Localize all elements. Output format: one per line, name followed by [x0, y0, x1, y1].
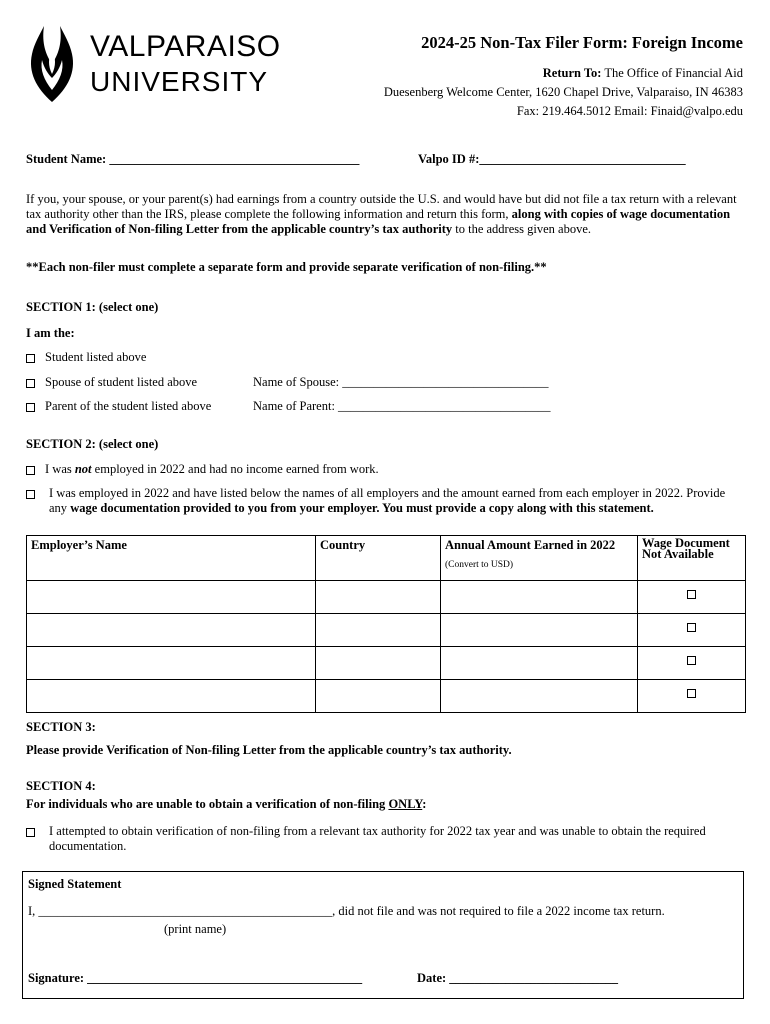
return-contact: Fax: 219.464.5012 Email: Finaid@valpo.edu [516, 104, 743, 118]
option-not-employed[interactable] [26, 462, 379, 477]
separate-form-note: **Each non-filer must complete a separate form and provide separate verification of non-filing.** [26, 260, 547, 274]
employed-text-1: I was employed in 2022 and have listed below the names of all employers and the amount earned from each employer in 2022. Provide any [49, 486, 726, 515]
amount-cell[interactable] [441, 647, 638, 680]
col-country: Country [316, 536, 441, 581]
country-cell[interactable] [316, 680, 441, 713]
section4-heading: SECTION 4: [26, 779, 96, 793]
return-to: The Office of Financial Aid [604, 66, 743, 80]
checkbox[interactable] [687, 689, 696, 698]
country-cell[interactable] [316, 647, 441, 680]
table-header-row [27, 536, 746, 581]
checkbox[interactable] [26, 466, 35, 475]
option-student[interactable] [26, 350, 146, 365]
employed-text-2: wage documentation provided to you from your employer. You must provide a copy along with this statement. [70, 501, 654, 515]
date-field[interactable]: Date: ___________________________ [417, 971, 619, 985]
option-unable: I attempted to obtain verification of non-filing from a relevant tax authority for 2022 tax year and was unable to obtain the required documentation. [49, 824, 706, 853]
print-name-caption: (print name) [164, 922, 227, 936]
checkbox[interactable] [687, 656, 696, 665]
section4-text-1: For individuals who are unable to obtain a verification of non-filing [26, 797, 389, 811]
i-am-label: I am the: [26, 326, 75, 340]
amount-cell[interactable] [441, 680, 638, 713]
option-spouse-label: Spouse of student listed above [45, 375, 198, 389]
col-annual-amount [441, 536, 638, 581]
table-row [27, 680, 746, 713]
amount-cell[interactable] [441, 581, 638, 614]
logo-text-line2: UNIVERSITY [90, 66, 269, 97]
intro-text-3: to the address given above. [452, 222, 591, 236]
col-annual-amount-sub: (Convert to USD) [445, 560, 514, 570]
intro-paragraph [26, 192, 746, 237]
signature-field[interactable]: Signature: ____________________________________________ [28, 971, 363, 985]
parent-name-field[interactable]: Name of Parent: __________________________________ [253, 399, 551, 413]
option-employed [49, 486, 746, 516]
not-employed-text-2: not [74, 462, 92, 476]
wage-doc-cell [638, 680, 746, 713]
section3-heading: SECTION 3: [26, 720, 96, 734]
table-row [27, 614, 746, 647]
section4-text [26, 797, 426, 812]
wage-doc-cell [638, 614, 746, 647]
intro-text-1: If you, your spouse, or your parent(s) had earnings from a country outside the U.S. and would have but did not file a tax return with a relevant tax authority other than the IRS, please complete the following information and return this form, [26, 192, 737, 221]
section3-text: Please provide Verification of Non-filing Letter from the applicable country’s tax authority. [26, 743, 512, 757]
checkbox[interactable] [26, 490, 35, 499]
student-name-field[interactable]: Student Name: ________________________________________ [26, 152, 360, 166]
option-unable-checkbox-wrap[interactable] [26, 824, 45, 839]
not-employed-text-1: I was [45, 462, 75, 476]
table-row [27, 581, 746, 614]
employer-table [26, 535, 746, 713]
employer-name-cell[interactable] [27, 680, 316, 713]
not-employed-text-3: employed in 2022 and had no income earned from work. [91, 462, 379, 476]
intro-text-2: along with copies of wage documentation and Verification of Non-filing Letter from the applicable country’s tax authority [26, 207, 731, 236]
section4-text-3: : [422, 797, 427, 811]
wage-doc-cell [638, 647, 746, 680]
option-spouse[interactable] [26, 375, 197, 390]
flame-logo-icon [22, 24, 82, 104]
spouse-name-field[interactable]: Name of Spouse: _________________________________ [253, 375, 549, 389]
checkbox[interactable] [687, 623, 696, 632]
section4-text-2: ONLY [388, 797, 423, 811]
col-employer-name: Employer’s Name [27, 536, 316, 581]
employer-name-cell[interactable] [27, 614, 316, 647]
col-wage-doc: Wage Document Not Available [638, 536, 746, 581]
logo-text-line1: VALPARAISO [90, 30, 281, 63]
amount-cell[interactable] [441, 614, 638, 647]
checkbox[interactable] [26, 354, 35, 363]
signed-statement-heading: Signed Statement [28, 877, 122, 891]
option-parent-label: Parent of the student listed above [45, 399, 212, 413]
employer-name-cell[interactable] [27, 581, 316, 614]
employer-name-cell[interactable] [27, 647, 316, 680]
section2-heading: SECTION 2: (select one) [26, 437, 159, 451]
university-logo [22, 24, 302, 104]
section1-heading: SECTION 1: (select one) [26, 300, 159, 314]
wage-doc-cell [638, 581, 746, 614]
checkbox[interactable] [26, 828, 35, 837]
col-annual-amount-label: Annual Amount Earned in 2022 [445, 538, 616, 552]
signed-statement-box [22, 871, 744, 999]
checkbox[interactable] [687, 590, 696, 599]
return-address: Duesenberg Welcome Center, 1620 Chapel Drive, Valparaiso, IN 46383 [383, 85, 743, 99]
valpo-id-field[interactable]: Valpo ID #:_________________________________ [418, 152, 686, 166]
option-employed-checkbox-wrap[interactable] [26, 486, 45, 501]
print-name-line[interactable]: I, _______________________________________________, did not file and was not required to file a 2022 income tax return. [28, 904, 665, 918]
country-cell[interactable] [316, 614, 441, 647]
table-row [27, 647, 746, 680]
option-student-label: Student listed above [45, 350, 147, 364]
return-label: Return To: [542, 66, 602, 80]
form-title: 2024-25 Non-Tax Filer Form: Foreign Income [421, 33, 743, 52]
checkbox[interactable] [26, 403, 35, 412]
return-block [384, 64, 743, 121]
country-cell[interactable] [316, 581, 441, 614]
option-parent[interactable] [26, 399, 211, 414]
checkbox[interactable] [26, 379, 35, 388]
